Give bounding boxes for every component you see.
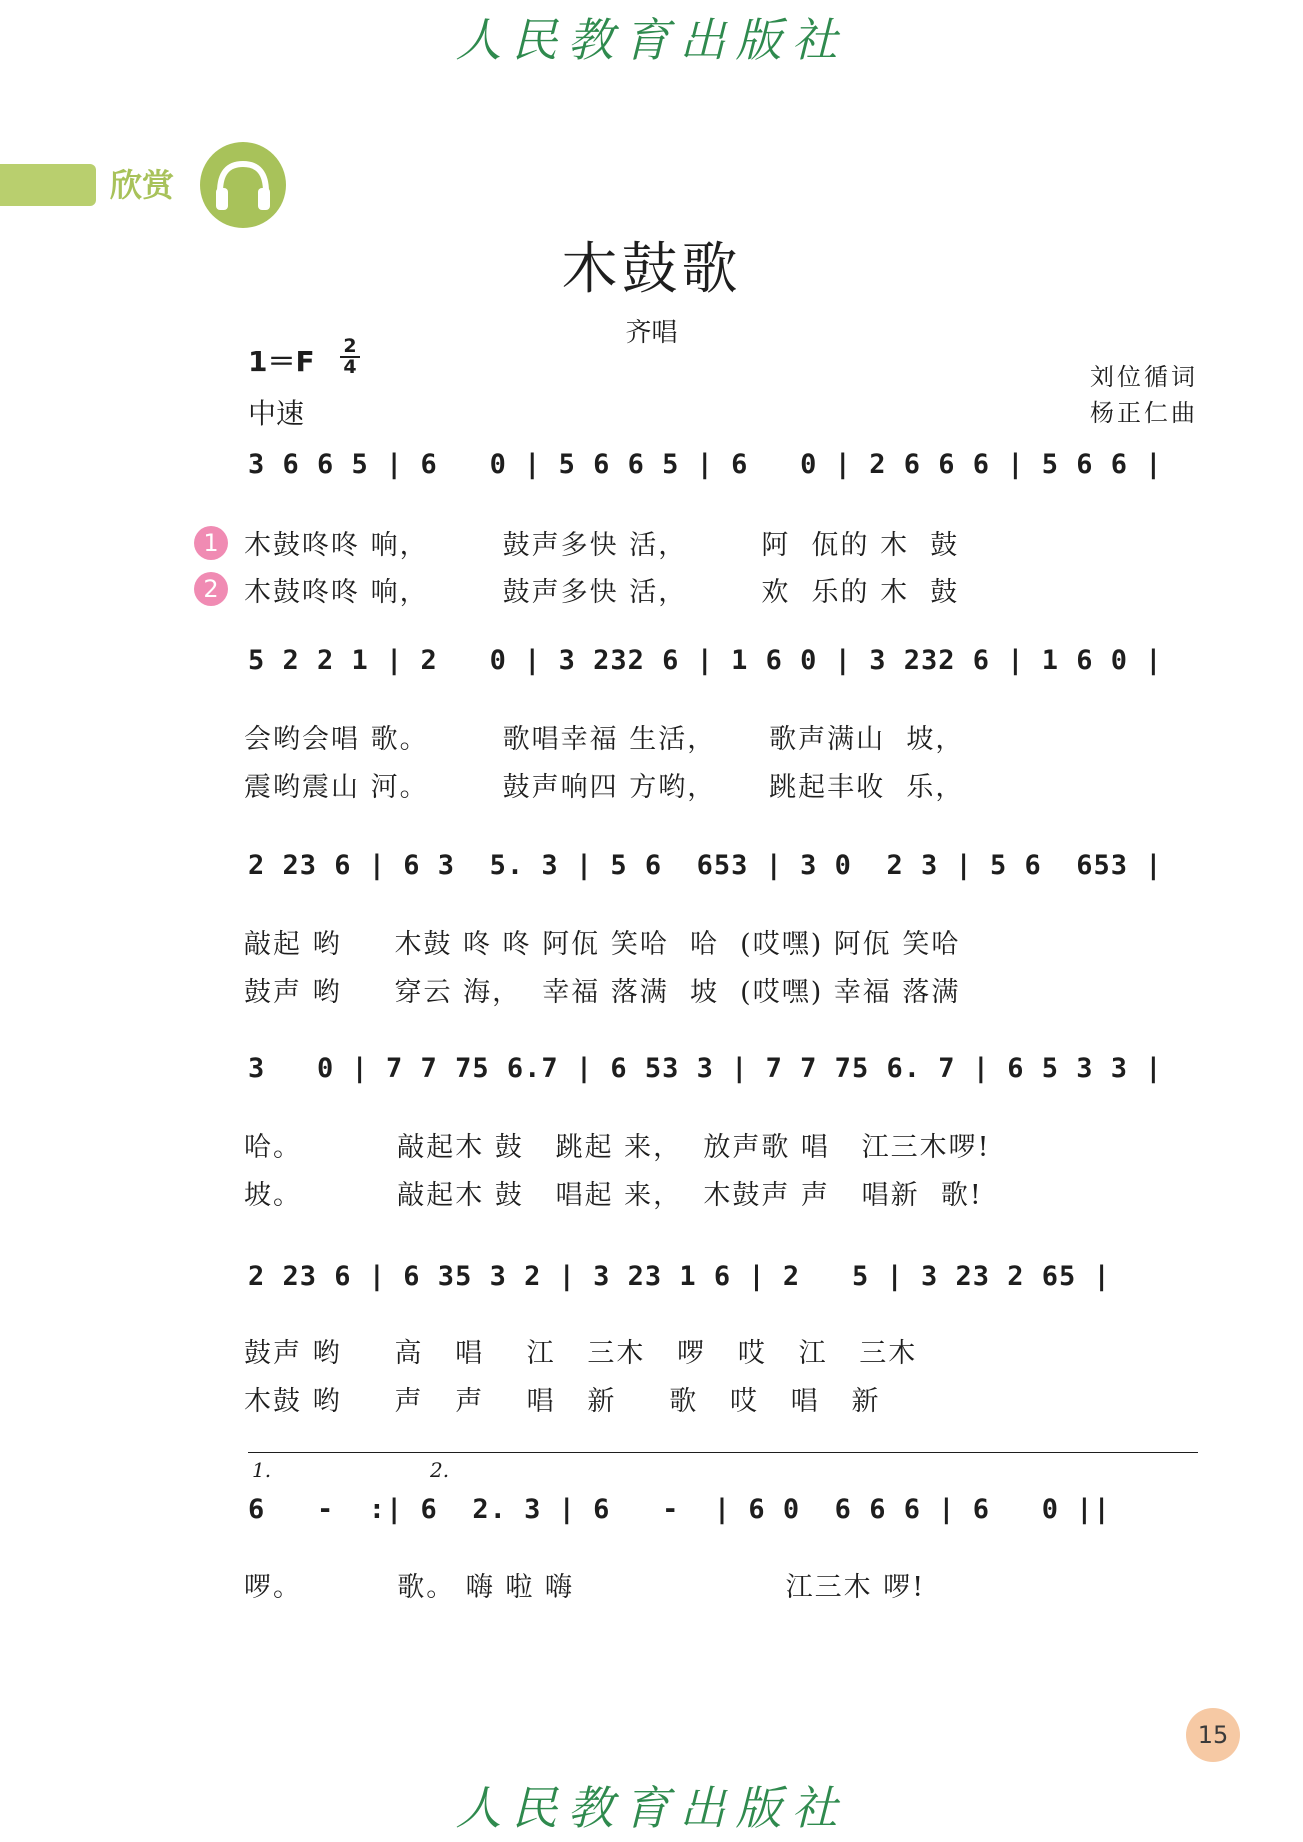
lyric-row-6: 啰。 歌。 嗨 啦 嗨 江三木 啰! (244, 1572, 926, 1603)
lyricist-credit: 刘位循词 (1090, 363, 1198, 391)
performance-style: 齐唱 (625, 318, 678, 348)
notation-row-3: 2 23 6 | 6 3 5. 3 | 5 6 653 | 3 0 2 3 | 5 6 653 | (248, 850, 1163, 881)
section-tag-label: 欣赏 (110, 166, 175, 204)
song-title: 木鼓歌 (561, 237, 742, 302)
tempo-marking: 中速 (248, 397, 305, 430)
time-signature-top: 2 (343, 335, 357, 357)
composer-credit: 杨正仁曲 (1090, 399, 1198, 427)
lyric-row-3-verse-2: 鼓声 哟 穿云 海， 幸福 落满 坡 (哎嘿) 幸福 落满 (244, 977, 961, 1008)
lyric-row-2-verse-2: 震哟震山 河。 鼓声响四 方哟， 跳起丰收 乐， (244, 772, 965, 803)
page-number: 15 (1186, 1708, 1240, 1762)
second-ending-label: 2. (430, 1458, 450, 1482)
publisher-watermark-top: 人民教育出版社 (455, 13, 848, 67)
notation-row-5: 2 23 6 | 6 35 3 2 | 3 23 1 6 | 2 5 | 3 23 2 65 | (248, 1261, 1111, 1292)
notation-row-2: 5 2 2 1 | 2 0 | 3 232 6 | 1 6 0 | 3 232 6 | 1 6 0 | (248, 645, 1163, 676)
notation-row-1: 3 6 6 5 | 6 0 | 5 6 6 5 | 6 0 | 2 6 6 6 | 5 6 6 | (248, 449, 1163, 480)
lyric-row-3-verse-1: 敲起 哟 木鼓 咚 咚 阿佤 笑哈 哈 (哎嘿) 阿佤 笑哈 (244, 929, 961, 960)
lyric-row-1-verse-1: 木鼓咚咚 响， 鼓声多快 活， 阿 佤的 木 鼓 (244, 530, 960, 561)
lyric-row-1-verse-2: 木鼓咚咚 响， 鼓声多快 活， 欢 乐的 木 鼓 (244, 577, 960, 608)
notation-row-4: 3 0 | 7 7 75 6.7 | 6 53 3 | 7 7 75 6. 7 | 6 5 3 3 | (248, 1053, 1163, 1084)
lyric-row-4-verse-1: 哈。 敲起木 鼓 跳起 来， 放声歌 唱 江三木啰! (244, 1132, 991, 1163)
verse-number-2: 2 (194, 572, 228, 606)
time-signature-bottom: 4 (343, 356, 357, 378)
time-signature (340, 335, 360, 378)
lyric-row-5-verse-1: 鼓声 哟 高 唱 江 三木 啰 哎 江 三木 (244, 1338, 918, 1369)
lyric-row-4-verse-2: 坡。 敲起木 鼓 唱起 来， 木鼓声 声 唱新 歌! (244, 1180, 983, 1211)
key-signature: 1＝F (248, 345, 315, 378)
lyric-row-5-verse-2: 木鼓 哟 声 声 唱 新 歌 哎 唱 新 (244, 1386, 881, 1417)
lyric-row-2-verse-1: 会哟会唱 歌。 歌唱幸福 生活， 歌声满山 坡， (244, 724, 965, 755)
headphones-icon (200, 142, 286, 228)
verse-number-1: 1 (194, 526, 228, 560)
section-tag-bar (0, 164, 96, 206)
volta-bracket (248, 1452, 1198, 1453)
publisher-watermark-bottom: 人民教育出版社 (455, 1781, 848, 1835)
first-ending-label: 1. (252, 1458, 272, 1482)
notation-row-6: 6 - :| 6 2. 3 | 6 - | 6 0 6 6 6 | 6 0 || (248, 1494, 1111, 1525)
